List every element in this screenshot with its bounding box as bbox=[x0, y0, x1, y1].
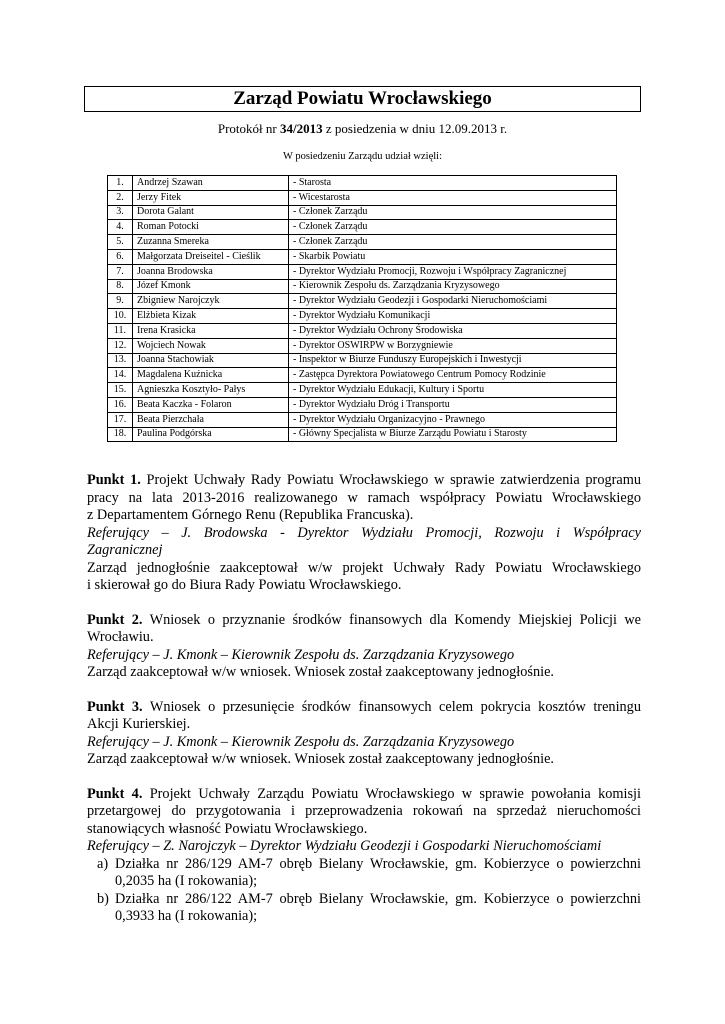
agenda-item-referent: Referujący – Z. Narojczyk – Dyrektor Wydziału Geodezji i Gospodarki Nieruchomościami bbox=[87, 838, 602, 854]
members-table bbox=[107, 175, 617, 442]
agenda-item-text: Punkt 2. Wniosek o przyznanie środków finansowych dla Komendy Miejskiej Policji we bbox=[87, 611, 641, 628]
member-name: Joanna Brodowska bbox=[133, 264, 289, 279]
agenda-item-text: Punkt 3. Wniosek o przesunięcie środków finansowych celem pokrycia kosztów treningu bbox=[87, 698, 641, 715]
member-number: 1. bbox=[108, 176, 133, 191]
member-name: Jerzy Fitek bbox=[133, 190, 289, 205]
agenda-item-text: Wrocławiu. bbox=[87, 629, 154, 645]
member-number: 2. bbox=[108, 190, 133, 205]
member-number: 6. bbox=[108, 249, 133, 264]
table-row bbox=[108, 338, 617, 353]
member-name: Dorota Galant bbox=[133, 205, 289, 220]
parcel-text: Działka nr 286/129 AM-7 obręb Bielany Wrocławskie, gm. Kobierzyce o powierzchni bbox=[115, 855, 641, 872]
member-role: - Kierownik Zespołu ds. Zarządzania Kryzysowego bbox=[289, 279, 617, 294]
document-title: Zarząd Powiatu Wrocławskiego bbox=[84, 86, 641, 112]
agenda-item bbox=[87, 699, 641, 769]
agenda-item-text: pracy na lata 2013-2016 realizowanego w ramach współpracy Powiatu Wrocławskiego bbox=[87, 489, 641, 506]
member-name: Andrzej Szawan bbox=[133, 176, 289, 191]
member-role: - Zastępca Dyrektora Powiatowego Centrum Pomocy Rodzinie bbox=[289, 368, 617, 383]
agenda-item-text: przetargowej do przygotowania i przeprowadzenia rokowań na sprzedaż nieruchomości bbox=[87, 803, 641, 819]
table-row bbox=[108, 235, 617, 250]
agenda-item-label: Punkt 1. bbox=[87, 472, 141, 488]
member-name: Zuzanna Smereka bbox=[133, 235, 289, 250]
attendance-intro: W posiedzeniu Zarządu udział wzięli: bbox=[283, 151, 442, 162]
agenda-item bbox=[87, 786, 641, 926]
agenda-item-decision: i skierował go do Biura Rady Powiatu Wrocławskiego. bbox=[87, 577, 402, 593]
member-name: Paulina Podgórska bbox=[133, 427, 289, 442]
agenda-item-text: Punkt 1. Projekt Uchwały Rady Powiatu Wrocławskiego w sprawie zatwierdzenia programu bbox=[87, 472, 641, 488]
member-role: - Dyrektor Wydziału Edukacji, Kultury i Sportu bbox=[289, 383, 617, 398]
member-name: Józef Kmonk bbox=[133, 279, 289, 294]
member-name: Agnieszka Kosztyło- Pałys bbox=[133, 383, 289, 398]
member-role: - Członek Zarządu bbox=[289, 205, 617, 220]
member-number: 14. bbox=[108, 368, 133, 383]
member-role: - Inspektor w Biurze Funduszy Europejskich i Inwestycji bbox=[289, 353, 617, 368]
agenda-item-text: Punkt 4. Projekt Uchwały Zarządu Powiatu Wrocławskiego w sprawie powołania komisji bbox=[87, 785, 641, 802]
member-number: 10. bbox=[108, 309, 133, 324]
table-row bbox=[108, 264, 617, 279]
table-row bbox=[108, 279, 617, 294]
table-row bbox=[108, 353, 617, 368]
member-number: 5. bbox=[108, 235, 133, 250]
agenda-item-text: z Departamentem Górnego Renu (Republika Francuska). bbox=[87, 507, 414, 523]
table-row bbox=[108, 249, 617, 264]
member-number: 16. bbox=[108, 397, 133, 412]
agenda-item bbox=[87, 612, 641, 682]
agenda-item-label: Punkt 4. bbox=[87, 785, 143, 802]
agenda-item-referent: Referujący – J. Kmonk – Kierownik Zespołu ds. Zarządzania Kryzysowego bbox=[87, 646, 515, 663]
member-role: - Członek Zarządu bbox=[289, 220, 617, 235]
agenda-item-decision: Zarząd jednogłośnie zaakceptował w/w projekt Uchwały Rady Powiatu Wrocławskiego bbox=[87, 559, 641, 576]
member-name: Irena Krasicka bbox=[133, 323, 289, 338]
table-row bbox=[108, 397, 617, 412]
list-item bbox=[97, 855, 641, 891]
list-marker: a) bbox=[97, 855, 109, 872]
parcel-text: 0,2035 ha (I rokowania); bbox=[115, 873, 258, 889]
member-number: 12. bbox=[108, 338, 133, 353]
member-name: Joanna Stachowiak bbox=[133, 353, 289, 368]
member-name: Beata Kaczka - Folaron bbox=[133, 397, 289, 412]
member-name: Magdalena Kuźnicka bbox=[133, 368, 289, 383]
list-marker: b) bbox=[97, 890, 109, 907]
member-role: - Starosta bbox=[289, 176, 617, 191]
parcel-text: Działka nr 286/122 AM-7 obręb Bielany Wrocławskie, gm. Kobierzyce o powierzchni bbox=[115, 890, 641, 907]
member-role: - Dyrektor Wydziału Ochrony Środowiska bbox=[289, 323, 617, 338]
protocol-suffix: z posiedzenia w dniu 12.09.2013 r. bbox=[322, 121, 508, 136]
table-row bbox=[108, 323, 617, 338]
member-role: - Wicestarosta bbox=[289, 190, 617, 205]
agenda-item-referent: Referujący – J. Brodowska - Dyrektor Wydziału Promocji, Rozwoju i Współpracy bbox=[87, 524, 641, 541]
member-role: - Członek Zarządu bbox=[289, 235, 617, 250]
member-number: 9. bbox=[108, 294, 133, 309]
table-row bbox=[108, 412, 617, 427]
agenda-item-text: Akcji Kurierskiej. bbox=[87, 716, 191, 732]
member-number: 17. bbox=[108, 412, 133, 427]
protocol-line bbox=[0, 121, 725, 137]
parcel-text: 0,3933 ha (I rokowania); bbox=[115, 908, 258, 924]
member-number: 8. bbox=[108, 279, 133, 294]
member-role: - Dyrektor OSWIRPW w Borzygniewie bbox=[289, 338, 617, 353]
agenda-item-label: Punkt 3. bbox=[87, 698, 143, 715]
member-number: 18. bbox=[108, 427, 133, 442]
member-name: Elżbieta Kizak bbox=[133, 309, 289, 324]
member-role: - Skarbik Powiatu bbox=[289, 249, 617, 264]
member-role: - Dyrektor Wydziału Organizacyjno - Prawnego bbox=[289, 412, 617, 427]
document-body bbox=[87, 472, 641, 943]
table-row bbox=[108, 220, 617, 235]
member-number: 4. bbox=[108, 220, 133, 235]
agenda-item-decision: Zarząd zaakceptował w/w wniosek. Wniosek został zaakceptowany jednogłośnie. bbox=[87, 664, 554, 680]
member-role: - Dyrektor Wydziału Komunikacji bbox=[289, 309, 617, 324]
member-role: - Główny Specjalista w Biurze Zarządu Powiatu i Starosty bbox=[289, 427, 617, 442]
member-number: 3. bbox=[108, 205, 133, 220]
table-row bbox=[108, 383, 617, 398]
member-role: - Dyrektor Wydziału Geodezji i Gospodarki Nieruchomościami bbox=[289, 294, 617, 309]
table-row bbox=[108, 309, 617, 324]
table-row bbox=[108, 427, 617, 442]
agenda-item-decision: Zarząd zaakceptował w/w wniosek. Wniosek został zaakceptowany jednogłośnie. bbox=[87, 751, 554, 767]
parcel-list bbox=[87, 856, 641, 926]
member-name: Roman Potocki bbox=[133, 220, 289, 235]
agenda-item bbox=[87, 472, 641, 595]
agenda-item-text: stanowiących własność Powiatu Wrocławskiego. bbox=[87, 820, 368, 837]
table-row bbox=[108, 294, 617, 309]
member-number: 11. bbox=[108, 323, 133, 338]
member-name: Beata Pierzchała bbox=[133, 412, 289, 427]
member-role: - Dyrektor Wydziału Promocji, Rozwoju i Współpracy Zagranicznej bbox=[289, 264, 617, 279]
member-number: 13. bbox=[108, 353, 133, 368]
member-role: - Dyrektor Wydziału Dróg i Transportu bbox=[289, 397, 617, 412]
table-row bbox=[108, 368, 617, 383]
protocol-prefix: Protokół nr bbox=[217, 121, 280, 136]
protocol-number: 34/2013 bbox=[280, 121, 323, 136]
member-number: 15. bbox=[108, 383, 133, 398]
member-name: Małgorzata Dreiseitel - Cieślik bbox=[133, 249, 289, 264]
member-number: 7. bbox=[108, 264, 133, 279]
table-row bbox=[108, 176, 617, 191]
table-row bbox=[108, 190, 617, 205]
agenda-item-label: Punkt 2. bbox=[87, 611, 143, 628]
agenda-item-referent: Zagranicznej bbox=[87, 542, 163, 558]
agenda-item-referent: Referujący – J. Kmonk – Kierownik Zespołu ds. Zarządzania Kryzysowego bbox=[87, 733, 515, 750]
list-item bbox=[97, 890, 641, 926]
member-name: Zbigniew Narojczyk bbox=[133, 294, 289, 309]
member-name: Wojciech Nowak bbox=[133, 338, 289, 353]
table-row bbox=[108, 205, 617, 220]
